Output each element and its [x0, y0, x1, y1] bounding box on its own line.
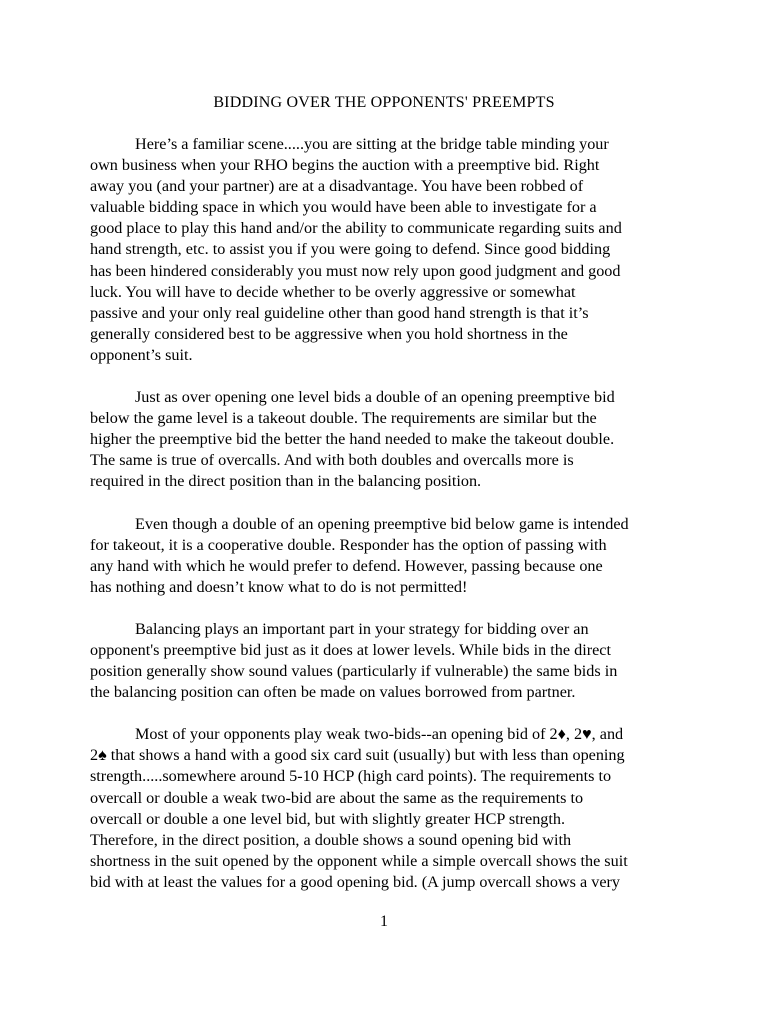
text-line: overcall or double a one level bid, but with slightly greater HCP strength.	[90, 809, 566, 828]
text-line: away you (and your partner) are at a disadvantage. You have been robbed of	[90, 177, 584, 196]
text-line: the balancing position can often be made on values borrowed from partner.	[90, 683, 576, 702]
text-line: luck. You will have to decide whether to be overly aggressive or somewhat	[90, 282, 576, 301]
paragraph-1	[90, 134, 678, 366]
paragraph-2	[90, 387, 678, 492]
text-line: Even though a double of an opening preemptive bid below game is intended	[135, 514, 629, 533]
text-line: own business when your RHO begins the auction with a preemptive bid. Right	[90, 156, 600, 175]
text-line: opponent's preemptive bid just as it does at lower levels. While bids in the direct	[90, 640, 611, 659]
text-line: The same is true of overcalls. And with both doubles and overcalls more is	[90, 451, 574, 470]
text-line: position generally show sound values (particularly if vulnerable) the same bids in	[90, 662, 618, 681]
paragraph-3	[90, 514, 678, 598]
paragraph-4	[90, 619, 678, 703]
text-line: has been hindered considerably you must now rely upon good judgment and good	[90, 261, 621, 280]
text-line: below the game level is a takeout double. The requirements are similar but the	[90, 409, 597, 428]
text-line: bid with at least the values for a good opening bid. (A jump overcall shows a very	[90, 872, 621, 891]
document-body	[90, 134, 678, 914]
text-line: opponent’s suit.	[90, 345, 193, 364]
text-line: required in the direct position than in the balancing position.	[90, 472, 482, 491]
text-line: shortness in the suit opened by the opponent while a simple overcall shows the suit	[90, 851, 628, 870]
text-line: Balancing plays an important part in your strategy for bidding over an	[135, 619, 589, 638]
text-line: has nothing and doesn’t know what to do is not permitted!	[90, 577, 468, 596]
text-line: for takeout, it is a cooperative double. Responder has the option of passing with	[90, 535, 607, 554]
text-line: overcall or double a weak two-bid are about the same as the requirements to	[90, 788, 584, 807]
text-line: strength.....somewhere around 5-10 HCP (high card points). The requirements to	[90, 767, 612, 786]
text-line: Most of your opponents play weak two-bids--an opening bid of 2♦, 2♥, and	[135, 725, 624, 744]
text-line: Here’s a familiar scene.....you are sitting at the bridge table minding your	[135, 135, 609, 153]
text-line: 2♠ that shows a hand with a good six card suit (usually) but with less than opening	[90, 746, 625, 765]
text-line: passive and your only real guideline other than good hand strength is that it’s	[90, 303, 589, 322]
text-line: valuable bidding space in which you would have been able to investigate for a	[90, 198, 597, 217]
paragraph-5	[90, 724, 678, 893]
text-line: good place to play this hand and/or the ability to communicate regarding suits and	[90, 219, 622, 238]
text-line: higher the preemptive bid the better the hand needed to make the takeout double.	[90, 430, 615, 449]
text-line: generally considered best to be aggressive when you hold shortness in the	[90, 324, 568, 343]
text-line: Therefore, in the direct position, a double shows a sound opening bid with	[90, 830, 572, 849]
text-line: Just as over opening one level bids a double of an opening preemptive bid	[135, 388, 615, 407]
page-number: 1	[380, 913, 388, 930]
text-line: any hand with which he would prefer to defend. However, passing because one	[90, 556, 603, 575]
document-title: BIDDING OVER THE OPPONENTS' PREEMPTS	[213, 94, 555, 111]
text-line: hand strength, etc. to assist you if you were going to defend. Since good bidding	[90, 240, 611, 259]
